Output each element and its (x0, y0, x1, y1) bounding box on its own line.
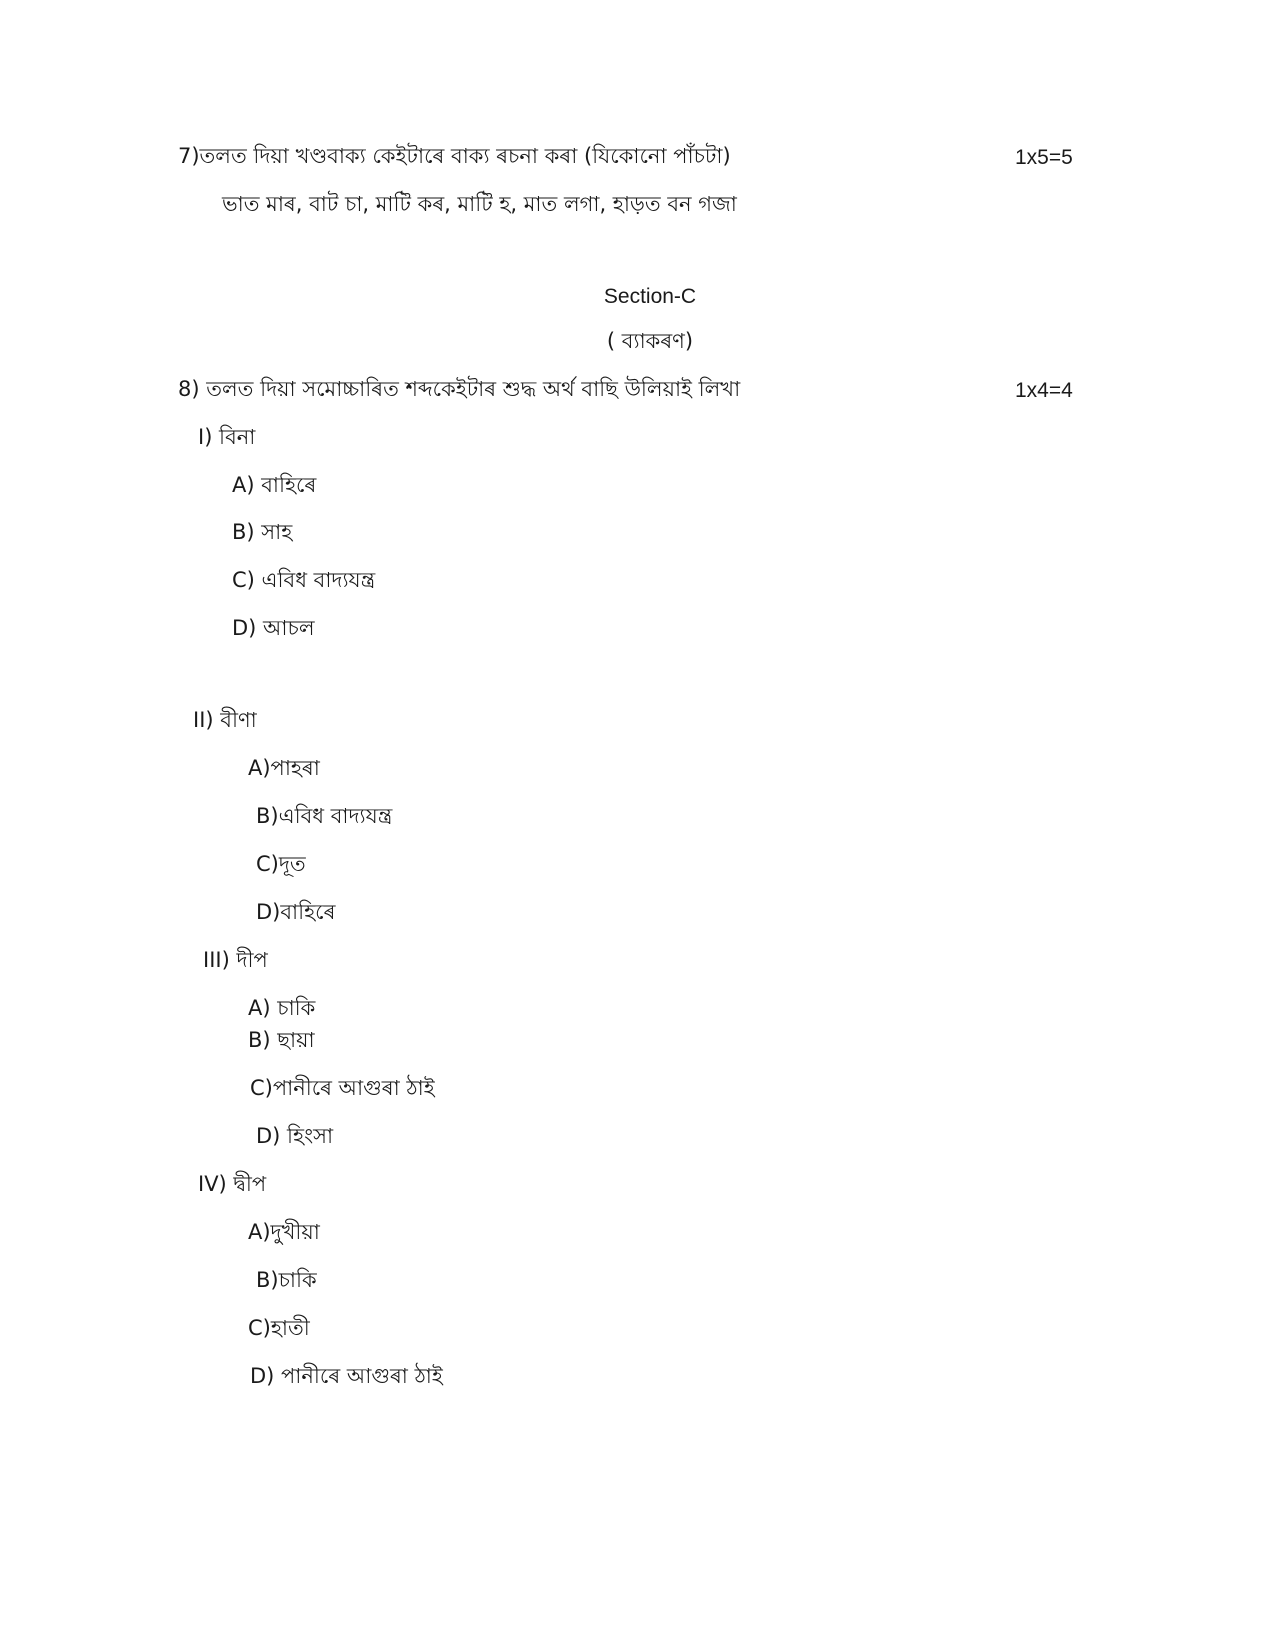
option-text: A) বাহিৰে (232, 473, 317, 497)
option-text: C) এবিধ বাদ্যযন্ত্ৰ (232, 568, 376, 592)
item-label: III) দীপ (203, 948, 268, 972)
option-text: C)পানীৰে আগুৰা ঠাই (250, 1076, 435, 1100)
item-label: II) বীণা (193, 708, 257, 732)
question-7-marks: 1x5=5 (1015, 146, 1073, 169)
option-text: D)বাহিৰে (256, 900, 336, 924)
section-title: Section-C (603, 285, 697, 308)
option-text: D) পানীৰে আগুৰা ঠাই (250, 1364, 443, 1388)
section-subtitle: ( ব্যাকৰণ) (606, 329, 694, 353)
option-text: A) চাকি (248, 996, 316, 1020)
option-text: B) ছায়া (248, 1028, 315, 1052)
option-text: B)এবিধ বাদ্যযন্ত্ৰ (256, 804, 393, 828)
option-text: C)হাতী (248, 1316, 310, 1340)
option-text: D) আচল (232, 616, 315, 640)
option-text: A)পাহৰা (248, 756, 320, 780)
option-text: C)দূত (256, 852, 306, 876)
question-7-phrases: ভাত মাৰ, বাট চা, মাটি কৰ, মাটি হ, মাত লগা, হাড়ত বন গজা (222, 192, 737, 216)
option-text: B) সাহ (232, 520, 293, 544)
item-label: I) বিনা (198, 425, 256, 449)
option-text: A)দুখীয়া (248, 1220, 320, 1244)
question-8-text: 8) তলত দিয়া সমোচ্চাৰিত শব্দকেইটাৰ শুদ্ধ অৰ্থ বাছি উলিয়াই লিখা (178, 377, 741, 401)
question-7-text: 7)তলত দিয়া খণ্ডবাক্য কেইটাৰে বাক্য ৰচনা কৰা (যিকোনো পাঁচটা) (178, 144, 731, 168)
item-label: IV) দ্বীপ (198, 1172, 267, 1196)
option-text: B)চাকি (256, 1268, 317, 1292)
option-text: D) হিংসা (256, 1124, 334, 1148)
question-8-marks: 1x4=4 (1015, 379, 1073, 402)
